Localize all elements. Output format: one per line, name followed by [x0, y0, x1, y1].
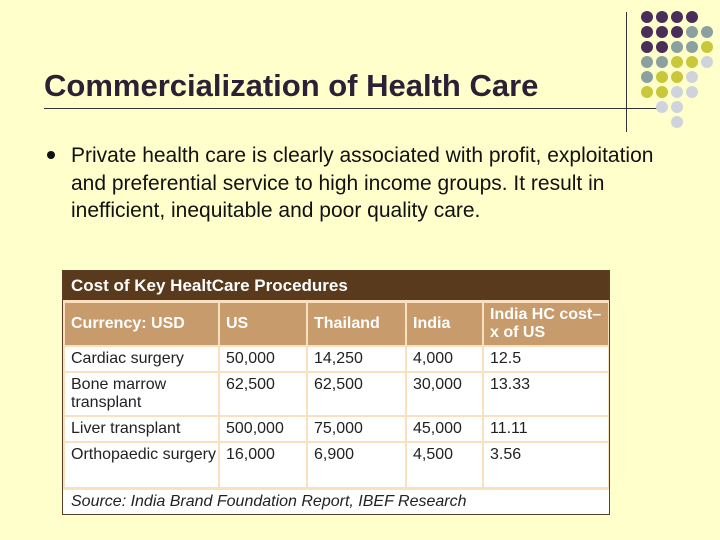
dot-grid-group	[641, 11, 713, 128]
table-cell: Cardiac surgery	[65, 347, 218, 371]
table-cell: 16,000	[220, 443, 306, 487]
table-cell: 3.56	[484, 443, 608, 487]
table-header-cell: Thailand	[308, 303, 405, 345]
table-cell: Orthopaedic surgery	[65, 443, 218, 487]
table-cell: Liver transplant	[65, 417, 218, 441]
table-cell: 75,000	[308, 417, 405, 441]
table-header-cell: India HC cost–x of US	[484, 303, 608, 345]
table-cell: 14,250	[308, 347, 405, 371]
table-header-cell: Currency: USD	[65, 303, 218, 345]
table-source: Source: India Brand Foundation Report, IBEF Research	[63, 490, 609, 514]
bullet-dot-icon	[47, 151, 55, 159]
table-title: Cost of Key HealtCare Procedures	[63, 271, 609, 300]
procedure-cost-table	[62, 270, 610, 515]
table-cell: 13.33	[484, 373, 608, 415]
table-cell: 45,000	[407, 417, 482, 441]
table-cell: 62,500	[308, 373, 405, 415]
table-cell: 6,900	[308, 443, 405, 487]
bullet-item	[44, 142, 684, 225]
decorative-dot-grid	[638, 8, 720, 130]
title-vertical-line	[626, 12, 627, 132]
table-header-cell: India	[407, 303, 482, 345]
title-underline	[44, 108, 664, 109]
table-cell: 50,000	[220, 347, 306, 371]
table-cell: 62,500	[220, 373, 306, 415]
table-cell: 4,000	[407, 347, 482, 371]
table-cell: 4,500	[407, 443, 482, 487]
table-cell: 12.5	[484, 347, 608, 371]
table-cell: 500,000	[220, 417, 306, 441]
table-header-cell: US	[220, 303, 306, 345]
table-cell: 11.11	[484, 417, 608, 441]
slide-title: Commercialization of Health Care	[44, 68, 539, 103]
bullet-text: Private health care is clearly associated with profit, exploitation and preferential service to high income groups. It result in inefficient, inequitable and poor quality care.	[71, 144, 654, 222]
table-cell: Bone marrow transplant	[65, 373, 218, 415]
table-cell: 30,000	[407, 373, 482, 415]
